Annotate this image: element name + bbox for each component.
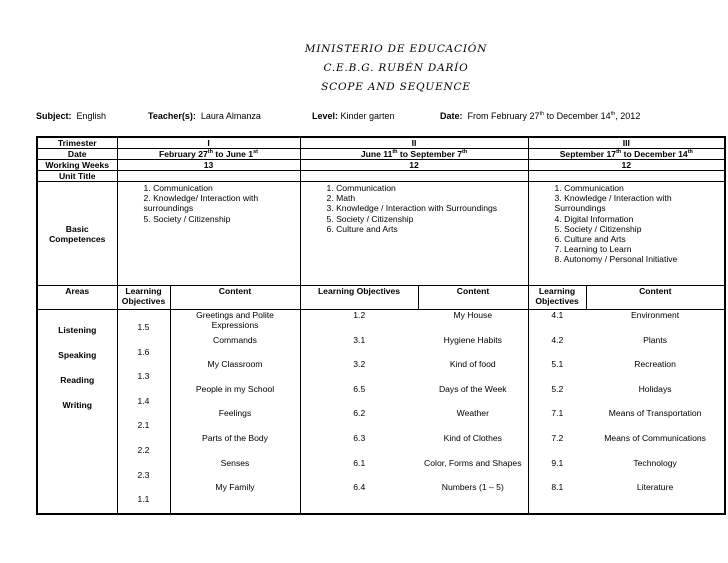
date-sup-a: th xyxy=(539,111,545,117)
area-item: Speaking xyxy=(58,350,97,360)
t3-entry: 7.2 Means of Communications xyxy=(551,432,706,443)
t3-entry: 9.1 Technology xyxy=(551,457,677,468)
competence-item: 3. Knowledge / Interaction with Surroundings xyxy=(554,193,672,214)
competence-item: 8. Autonomy / Personal Initiative xyxy=(554,254,678,265)
objective-code: 2.3 xyxy=(137,469,150,480)
objective-code: 1.1 xyxy=(137,494,150,505)
content-item: Feelings xyxy=(218,408,252,419)
t3-entry: 4.1 Environment xyxy=(551,310,680,320)
t3-entry: 5.2 Holidays xyxy=(551,383,672,394)
t2-detail xyxy=(300,310,528,514)
t2-entry: 3.2 Kind of food xyxy=(353,359,496,370)
areas-list xyxy=(37,310,117,514)
content-item: Parts of the Body xyxy=(202,432,268,443)
header-ministry: MINISTERIO DE EDUCACIÓN xyxy=(304,43,488,55)
content-item: My Family xyxy=(215,482,255,493)
date-row xyxy=(37,149,725,160)
date-t1: February 27th to June 1st xyxy=(117,149,300,160)
teacher-label: Teacher(s): xyxy=(148,111,196,121)
t3-entry: 7.1 Means of Transportation xyxy=(551,408,702,419)
t1-content xyxy=(170,310,300,514)
date-label: Date: xyxy=(440,111,463,121)
objective-code: 1.5 xyxy=(137,322,150,332)
trimester-3: III xyxy=(528,137,725,149)
column-heads-row xyxy=(37,286,725,310)
weeks-t3: 12 xyxy=(528,160,725,171)
t2-entry: 6.1 Color, Forms and Shapes xyxy=(353,457,522,468)
t1-objectives-head: Learning Objectives xyxy=(117,286,170,310)
date-field xyxy=(440,111,640,121)
competence-item: 5. Society / Citizenship xyxy=(143,213,231,224)
level-value: Kinder garten xyxy=(340,111,395,121)
t2-entry: 6.3 Kind of Clothes xyxy=(353,432,502,443)
subject-value: English xyxy=(76,111,107,121)
competence-item: 1. Communication xyxy=(326,183,396,193)
t2-entry: 6.2 Weather xyxy=(353,408,489,419)
unit-label: Unit Title xyxy=(37,171,117,182)
date-sup-b: th xyxy=(610,111,616,117)
competence-item: 1. Communication xyxy=(554,183,624,193)
competences-label: Basic Competences xyxy=(37,182,117,286)
objective-code: 1.3 xyxy=(137,371,150,382)
area-item: Writing xyxy=(62,400,92,410)
objective-code: 1.6 xyxy=(137,346,150,357)
header-school: C.E.B.G. RUBÉN DARÍO xyxy=(323,62,469,74)
trimester-2: II xyxy=(300,137,528,149)
objective-code: 2.2 xyxy=(137,444,150,455)
t2-entry: 3.1 Hygiene Habits xyxy=(353,334,502,345)
t3-entry: 5.1 Recreation xyxy=(551,359,676,370)
date-t2: June 11th to September 7th xyxy=(300,149,528,160)
weeks-t2: 12 xyxy=(300,160,528,171)
content-item: Senses xyxy=(220,457,250,468)
subject-label: Subject: xyxy=(36,111,72,121)
competence-item: 5. Society / Citizenship xyxy=(554,223,642,234)
unit-t3 xyxy=(528,171,725,182)
unit-t1 xyxy=(117,171,300,182)
date-value-a: From February 27 xyxy=(467,111,540,121)
header-doc-title: SCOPE AND SEQUENCE xyxy=(321,81,471,93)
date-value-b: to December 14 xyxy=(544,111,611,121)
competence-item: 2. Knowledge/ Interaction with surroundings xyxy=(143,193,259,214)
competence-item: 4. Digital Information xyxy=(554,213,634,224)
t1-objectives xyxy=(117,310,170,514)
objective-code: 2.1 xyxy=(137,420,150,431)
competence-item: 3. Knowledge / Interaction with Surroundings xyxy=(326,203,498,214)
competence-item: 6. Culture and Arts xyxy=(554,234,626,245)
t3-entry: 8.1 Literature xyxy=(551,482,674,493)
teacher-value: Laura Almanza xyxy=(200,111,261,121)
competences-t1 xyxy=(117,182,300,286)
competence-item: 6. Culture and Arts xyxy=(326,223,398,234)
competences-t2 xyxy=(300,182,528,286)
areas-label: Areas xyxy=(37,286,117,310)
weeks-t1: 13 xyxy=(117,160,300,171)
content-item: People in my School xyxy=(195,383,275,394)
competences-t3 xyxy=(528,182,725,286)
scope-sequence-table xyxy=(36,136,726,515)
date-value-c: , 2012 xyxy=(615,111,641,121)
weeks-label: Working Weeks xyxy=(37,160,117,171)
unit-t2 xyxy=(300,171,528,182)
competence-item: 1. Communication xyxy=(143,183,213,193)
date-t3: September 17th to December 14th xyxy=(528,149,725,160)
detail-row xyxy=(37,310,725,514)
subject-field xyxy=(36,111,106,121)
t2-entry: 6.5 Days of the Week xyxy=(353,383,507,394)
t2-entry: 1.2 My House xyxy=(353,310,493,320)
level-label: Level: xyxy=(312,111,339,121)
content-item: My Classroom xyxy=(207,359,263,370)
competence-item: 7. Learning to Learn xyxy=(554,244,632,255)
t3-objectives-head: Learning Objectives xyxy=(528,286,586,310)
t1-content-head: Content xyxy=(170,286,300,310)
competences-row xyxy=(37,182,725,286)
content-item: Greetings and Polite Expressions xyxy=(196,310,274,330)
area-item: Reading xyxy=(60,375,95,385)
t3-entry: 4.2 Plants xyxy=(551,334,668,345)
t2-objectives-head: Learning Objectives xyxy=(300,286,418,310)
t3-detail xyxy=(528,310,725,514)
competence-item: 5. Society / Citizenship xyxy=(326,213,414,224)
t3-content-head: Content xyxy=(586,286,725,310)
competence-item: 2. Math xyxy=(326,193,356,204)
objective-code: 1.4 xyxy=(137,395,150,406)
area-item: Listening xyxy=(58,325,97,335)
trimester-1: I xyxy=(117,137,300,149)
trimester-row xyxy=(37,137,725,149)
date-row-label: Date xyxy=(37,149,117,160)
content-item: Commands xyxy=(213,334,257,345)
trimester-label: Trimester xyxy=(37,137,117,149)
t2-entry: 6.4 Numbers (1 – 5) xyxy=(353,482,504,493)
level-field xyxy=(312,111,395,121)
t2-content-head: Content xyxy=(418,286,528,310)
teacher-field xyxy=(148,111,261,121)
unit-row xyxy=(37,171,725,182)
weeks-row xyxy=(37,160,725,171)
